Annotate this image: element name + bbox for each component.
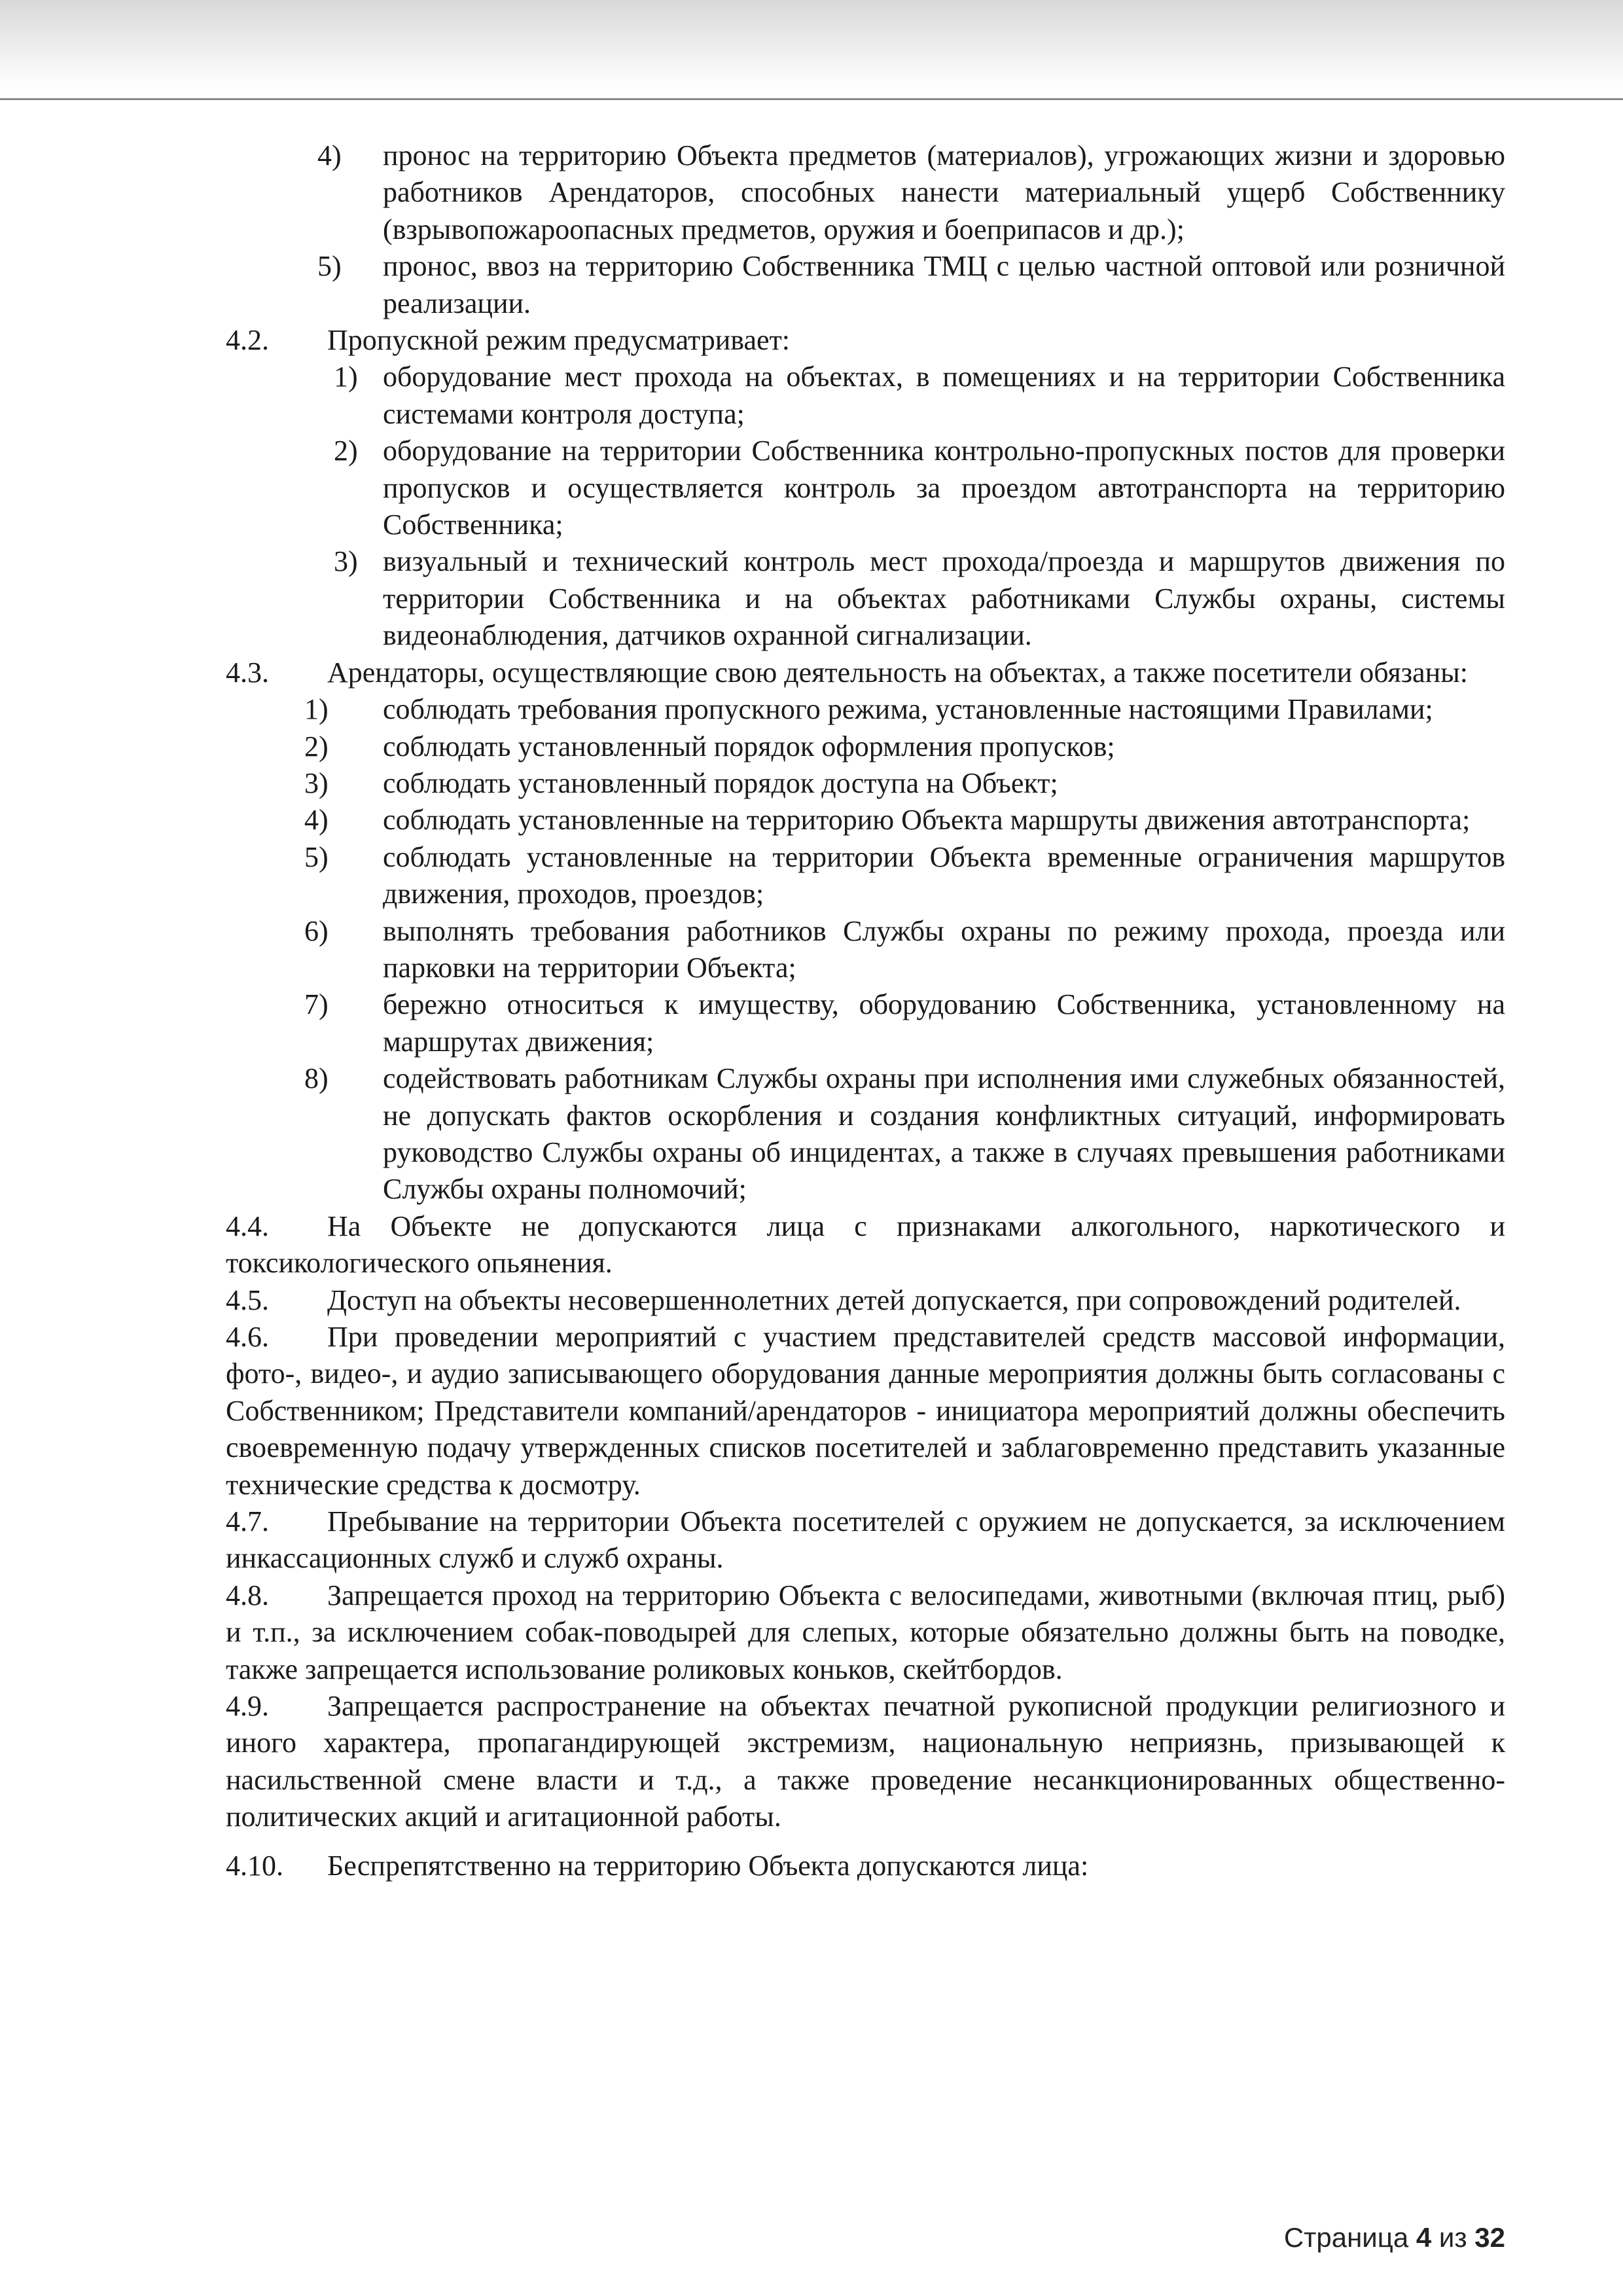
section-paragraph [226,1503,1505,1577]
list-item-text: бережно относиться к имуществу, оборудованию Собственника, установленному на маршрутах движения; [383,988,1505,1058]
section-text: Пребывание на территории Объекта посетителей с оружием не допускается, за исключением инкассационных служб и служб охраны. [226,1505,1505,1575]
list-item [226,543,1505,654]
document-body [226,137,1505,1884]
section-paragraph [226,1282,1505,1319]
list-item [226,1060,1505,1208]
list-item [226,802,1505,838]
list-item-number: 3) [304,766,329,799]
section-number: 4.7. [226,1505,269,1538]
list-item-number: 7) [304,988,329,1021]
footer-page-number: 4 [1416,2222,1432,2253]
section-text: Арендаторы, осуществляющие свою деятельность на объектах, а также посетители обязаны: [327,656,1468,689]
list-item-text: соблюдать установленные на территорию Объекта маршруты движения автотранспорта; [383,804,1471,836]
list-item-number: 4) [317,139,342,171]
list-item [226,433,1505,543]
section-text: Пропускной режим предусматривает: [327,324,791,357]
scan-edge-line [0,98,1623,100]
section-paragraph [226,1208,1505,1282]
list-item [226,765,1505,802]
scan-shadow [0,0,1623,98]
list-item [226,137,1505,248]
footer-total-pages: 32 [1474,2222,1505,2253]
list-item-text: выполнять требования работников Службы охраны по режиму прохода, проезда или парковки на территории Объекта; [383,914,1505,984]
section-text: Запрещается проход на территорию Объекта с велосипедами, животными (включая птиц, рыб) и т.п., за исключением собак-поводырей для слепых, которые обязательно должны быть на поводке, также запрещается использование роликовых коньков, скейтбордов. [226,1579,1505,1685]
list-item-text: соблюдать требования пропускного режима, установленные настоящими Правилами; [383,693,1433,726]
list-item-text: пронос, ввоз на территорию Собственника ТМЦ с целью частной оптовой или розничной реализации. [383,250,1505,319]
list-item-text: оборудование на территории Собственника контрольно-пропускных постов для проверки пропусков и осуществляется контроль за проездом автотранспорта на территорию Собственника; [383,435,1505,541]
section-paragraph [226,1688,1505,1836]
list-item-number: 2) [304,730,329,762]
section-text: Запрещается распространение на объектах печатной рукописной продукции религиозного и иного характера, пропагандирующей экстремизм, национальную неприязнь, призывающей к насильственной смене власти и т.д., а также проведение несанкционированных общественно-политических акций и агитационной работы. [226,1690,1505,1833]
list-item [226,728,1505,765]
list-item-text: оборудование мест прохода на объектах, в помещениях и на территории Собственника системами контроля доступа; [383,361,1505,430]
list-item [226,248,1505,322]
section-paragraph [226,655,1505,691]
section-number: 4.9. [226,1690,269,1723]
list-item-number: 6) [304,914,329,947]
section-number: 4.8. [226,1579,269,1611]
list-item-number: 8) [304,1062,329,1095]
list-item-text: соблюдать установленные на территории Объекта временные ограничения маршрутов движения, проходов, проездов; [383,840,1505,910]
section-text: При проведении мероприятий с участием представителей средств массовой информации, фото-, видео-, и аудио записывающего оборудования данные мероприятия должны быть согласованы с Собственником; Представители компаний/арендаторов - инициатора мероприятий должны обеспечить своевременную подачу утвержденных списков посетителей и заблаговременно представить указанные технические средства к досмотру. [226,1321,1505,1501]
section-paragraph [226,1848,1505,1884]
list-item [226,913,1505,987]
list-item-text: визуальный и технический контроль мест прохода/проезда и маршрутов движения по территории Собственника и на объектах работниками Службы охраны, системы видеонаблюдения, датчиков охранной сигнализации. [383,545,1505,652]
section-number: 4.4. [226,1210,269,1242]
section-number: 4.2. [226,324,269,357]
section-paragraph [226,1319,1505,1503]
list-item-text: пронос на территорию Объекта предметов (материалов), угрожающих жизни и здоровью работников Арендаторов, способных нанести материальный ущерб Собственнику (взрывопожароопасных предметов, оружия и боеприпасов и др.); [383,139,1505,245]
section-text: На Объекте не допускаются лица с признаками алкогольного, наркотического и токсикологического опьянения. [226,1210,1505,1280]
list-item [226,986,1505,1060]
list-item [226,691,1505,728]
list-item-number: 5) [304,840,329,873]
list-item-number: 4) [304,804,329,836]
list-item-number: 1) [334,361,358,393]
list-item-number: 2) [334,435,358,467]
section-number: 4.6. [226,1321,269,1353]
section-number: 4.10. [226,1849,283,1882]
page-footer [1284,2222,1505,2253]
section-number: 4.3. [226,656,269,689]
list-item [226,839,1505,913]
list-item-text: содействовать работникам Службы охраны при исполнения ими служебных обязанностей, не допускать фактов оскорбления и создания конфликтных ситуаций, информировать руководство Службы охраны об инцидентах, а также в случаях превышения работниками Службы охраны полномочий; [383,1062,1505,1206]
section-text: Беспрепятственно на территорию Объекта допускаются лица: [327,1849,1089,1882]
footer-label: Страница [1283,2222,1409,2253]
section-paragraph [226,322,1505,359]
section-paragraph [226,1577,1505,1688]
list-item-text: соблюдать установленный порядок доступа на Объект; [383,766,1058,799]
list-item-number: 5) [317,250,342,283]
list-item-text: соблюдать установленный порядок оформления пропусков; [383,730,1115,762]
list-item-number: 3) [334,545,358,578]
list-item-number: 1) [304,693,329,726]
section-number: 4.5. [226,1283,269,1316]
footer-of: из [1438,2222,1467,2253]
section-text: Доступ на объекты несовершеннолетних детей допускается, при сопровождений родителей. [327,1283,1461,1316]
list-item [226,359,1505,433]
